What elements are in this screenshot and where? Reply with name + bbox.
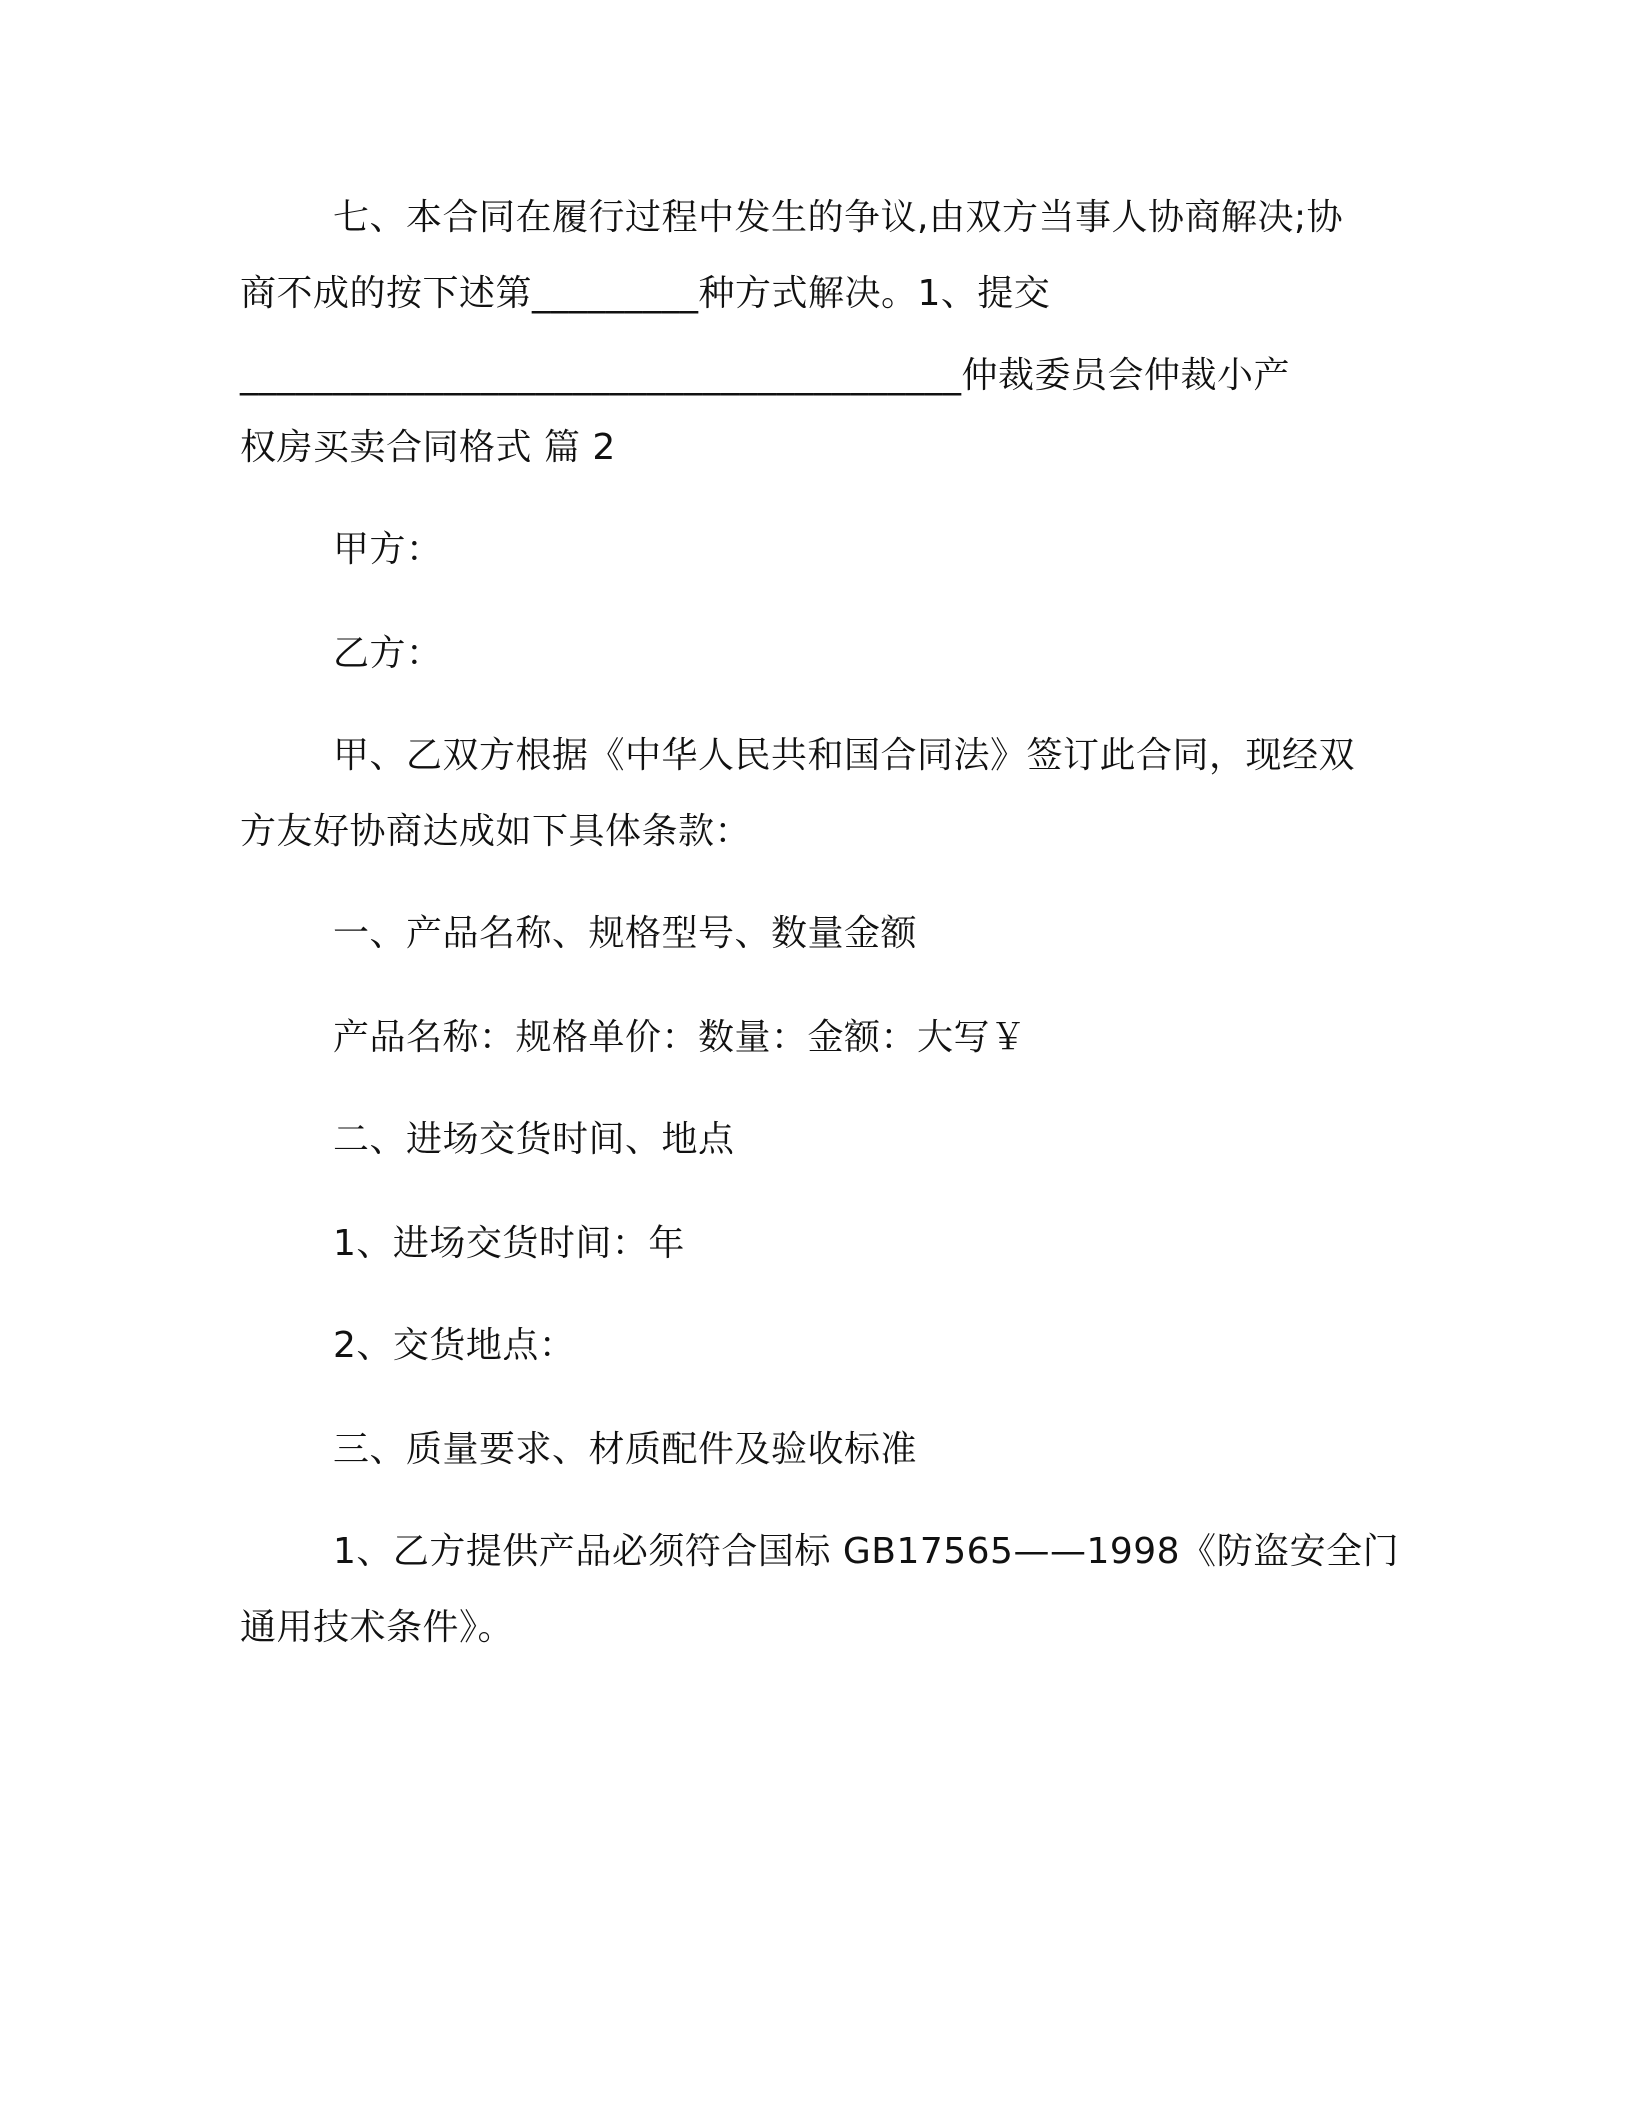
delivery-time: 1、进场交货时间：年 (333, 1223, 685, 1264)
heading-product-info: 一、产品名称、规格型号、数量金额 (333, 913, 918, 954)
party-a-label: 甲方： (333, 529, 443, 570)
preamble-line-1: 甲、乙双方根据《中华人民共和国合同法》签订此合同，现经双 (333, 735, 1356, 776)
party-b-label: 乙方： (333, 633, 443, 674)
quality-standard-line-1: 1、乙方提供产品必须符合国标 GB17565——1998《防盗安全门 (333, 1531, 1400, 1572)
preamble-line-2: 方友好协商达成如下具体条款： (240, 811, 752, 852)
heading-quality: 三、质量要求、材质配件及验收标准 (333, 1429, 918, 1470)
quality-standard-line-2: 通用技术条件》。 (240, 1607, 515, 1648)
clause-7-line-3: _______________________________________仲裁委员会仲裁小产 (240, 355, 1291, 396)
heading-delivery: 二、进场交货时间、地点 (333, 1119, 735, 1160)
clause-7-line-2: 商不成的按下述第_________种方式解决。1、提交 (240, 273, 1051, 314)
product-fields: 产品名称：规格单价：数量：金额：大写￥ (333, 1017, 1027, 1058)
clause-7-line-1: 七、本合同在履行过程中发生的争议,由双方当事人协商解决;协 (333, 197, 1344, 238)
delivery-place: 2、交货地点： (333, 1325, 576, 1366)
section-title: 权房买卖合同格式 篇 2 (240, 427, 616, 468)
